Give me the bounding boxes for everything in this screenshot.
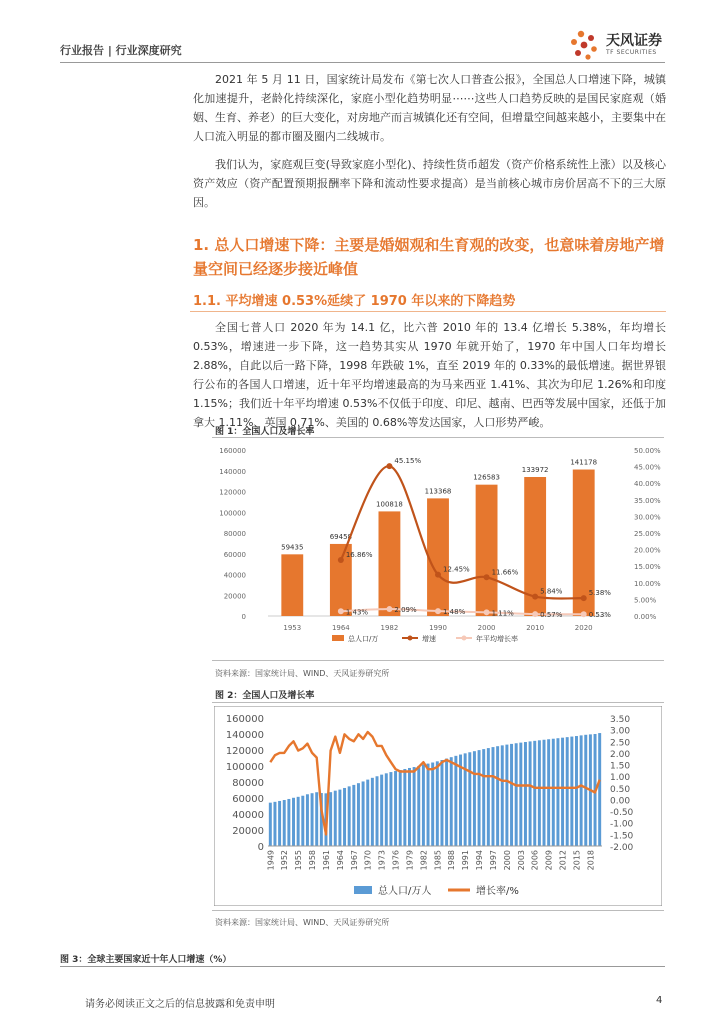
bar (450, 757, 453, 846)
bar (343, 788, 346, 846)
bar (440, 760, 443, 846)
y2-tick-label: 15.00% (634, 563, 661, 572)
bar (476, 485, 498, 616)
bar (352, 785, 355, 846)
legend-swatch-population (332, 635, 344, 641)
legend-label-population: 总人口/万 (348, 635, 379, 643)
bar (492, 747, 495, 846)
bar (552, 739, 555, 846)
avg-growth-point (532, 611, 538, 617)
growth-data-label: 45.15% (394, 457, 422, 466)
bar (394, 771, 397, 846)
bar (505, 745, 508, 846)
bar (403, 769, 406, 846)
bar (515, 743, 518, 846)
x-tick-label: 1964 (331, 624, 350, 632)
y2-tick-label: 0.00% (634, 613, 657, 621)
y-tick-label: 60000 (232, 794, 264, 805)
bar-value-label: 100818 (376, 500, 403, 509)
y2-tick-label: 35.00% (634, 496, 661, 505)
x-tick-label: 1979 (405, 850, 415, 871)
avg-growth-point (338, 608, 344, 614)
y-tick-label: 120000 (219, 488, 246, 497)
legend-label-population: 总人口/万人 (378, 886, 432, 897)
bar (273, 802, 276, 846)
bar (436, 761, 439, 846)
y2-tick-label: 2.00 (610, 749, 631, 760)
y-tick-label: 100000 (219, 509, 246, 518)
growth-data-label: 16.86% (345, 551, 373, 560)
bar (371, 778, 374, 846)
bar (281, 554, 303, 616)
x-tick-label: 1970 (363, 850, 373, 871)
bar (389, 772, 392, 846)
x-tick-label: 1997 (488, 850, 498, 871)
bar (269, 803, 272, 846)
growth-data-label: 12.45% (443, 565, 470, 574)
bar (487, 748, 490, 846)
bar (575, 736, 578, 846)
x-tick-label: 1985 (433, 850, 443, 871)
bar (482, 749, 485, 846)
y2-tick-label: 2.50 (610, 738, 631, 749)
x-tick-label: 2015 (572, 850, 582, 871)
bar (357, 783, 360, 846)
bar (399, 770, 402, 846)
bar (306, 794, 309, 846)
avg-growth-point (484, 609, 490, 615)
avg-growth-point (386, 606, 392, 612)
bar (445, 759, 448, 846)
bar (408, 768, 411, 846)
bar (556, 738, 559, 846)
x-tick-label: 2009 (544, 850, 554, 871)
x-tick-label: 1991 (461, 850, 471, 871)
bar (366, 780, 369, 846)
y2-tick-label: -2.00 (610, 843, 634, 853)
bar (427, 498, 449, 616)
intro-paragraph-1: 2021 年 5 月 11 日，国家统计局发布《第七次人口普查公报》，全国总人口增速下降，城镇化加速提升，老龄化持续深化，家庭小型化趋势明显⋯⋯这些人口趋势反映的是国民家庭观（婚姻、生育、养老）的巨大变化，对房地产而言城镇化还有空间，但增量空间越来越小，主要集中在人口流入明显的都市圈及圈内二线城市。 (193, 73, 666, 143)
y2-tick-label: -1.00 (610, 819, 634, 830)
x-tick-label: 1955 (294, 850, 304, 871)
avg-growth-data-label: 1.48% (443, 608, 466, 617)
avg-growth-data-label: 0.57% (540, 611, 563, 620)
y-tick-label: 20000 (223, 592, 246, 601)
report-category: 行业报告 | 行业深度研究 (60, 44, 182, 57)
y2-tick-label: 30.00% (634, 513, 661, 522)
x-tick-label: 2010 (526, 624, 545, 632)
footer-divider (60, 966, 665, 967)
bar (454, 756, 457, 846)
figure1-source: 资料来源：国家统计局、WIND、天风证券研究所 (215, 669, 390, 678)
x-tick-label: 1964 (335, 850, 345, 871)
y-tick-label: 0 (257, 842, 264, 853)
x-tick-label: 1990 (429, 624, 447, 632)
bar-value-label: 141178 (570, 458, 598, 467)
growth-point (484, 574, 490, 580)
bar (422, 765, 425, 846)
bar (362, 781, 365, 846)
bar-value-label: 113368 (424, 487, 452, 496)
y2-tick-label: 0.50 (610, 784, 631, 795)
growth-point (386, 463, 392, 469)
bar-value-label: 133972 (521, 466, 549, 475)
y2-tick-label: -1.50 (610, 831, 634, 842)
avg-growth-data-label: 0.53% (588, 611, 611, 620)
y2-tick-label: 1.00 (610, 773, 631, 784)
bar (315, 792, 318, 846)
bar (297, 797, 300, 846)
figure1-top-rule (212, 437, 664, 438)
bar (379, 511, 401, 616)
x-tick-label: 2012 (558, 850, 568, 871)
logo-subtext: TF SECURITIES (606, 49, 657, 56)
x-tick-label: 1973 (377, 850, 387, 871)
x-tick-label: 1994 (475, 850, 485, 871)
growth-point (532, 594, 538, 600)
bar (510, 744, 513, 846)
y-tick-label: 140000 (225, 730, 264, 741)
figure3-caption: 图 3：全球主要国家近十年人口增速（%） (60, 955, 232, 965)
logo-text: 天风证券 (606, 33, 662, 49)
bar (543, 740, 546, 846)
avg-growth-point (581, 611, 587, 617)
avg-growth-data-label: 2.09% (394, 606, 417, 615)
figure2-top-rule (212, 702, 664, 703)
bar (501, 745, 504, 846)
y-tick-label: 100000 (225, 762, 264, 773)
y2-tick-label: 5.00% (634, 596, 657, 605)
bar (580, 735, 583, 846)
y2-tick-label: 3.00 (610, 726, 631, 737)
growth-point (338, 557, 344, 563)
section-heading-1-1: 1.1. 平均增速 0.53%延续了 1970 年以来的下降趋势 (193, 294, 516, 309)
bar (376, 776, 379, 846)
bar-value-label: 59435 (281, 543, 304, 552)
bar (385, 773, 388, 846)
legend-marker-avg-growth (462, 636, 467, 641)
bar (566, 737, 569, 846)
y2-tick-label: 25.00% (634, 530, 661, 538)
x-tick-label: 1982 (380, 624, 399, 632)
figure1-bottom-rule (212, 660, 664, 661)
y-tick-label: 40000 (232, 810, 264, 821)
y-tick-label: 160000 (219, 447, 246, 455)
bar (538, 740, 541, 846)
avg-growth-data-label: 1.43% (345, 608, 369, 617)
bar (292, 798, 295, 846)
bar (464, 753, 467, 846)
legend-label-growth: 增速 (422, 635, 436, 643)
intro-paragraph-2: 我们认为，家庭观巨变(导致家庭小型化)、持续性货币超发（资产价格系统性上涨）以及核心资产效应（资产配置预期报酬率下降和流动性要求提高）是当前核心城市房价居高不下的三大原因。 (193, 158, 666, 209)
x-tick-label: 2018 (586, 850, 596, 871)
bar (413, 767, 416, 846)
bar (283, 800, 286, 846)
bar (301, 796, 304, 846)
bar (570, 737, 573, 846)
bar (561, 738, 564, 846)
page-number: 4 (656, 995, 663, 1006)
bar (529, 741, 532, 846)
figure2-source: 资料来源：国家统计局、WIND、天风证券研究所 (215, 918, 390, 927)
y-tick-label: 20000 (232, 826, 264, 837)
x-tick-label: 1967 (349, 850, 359, 871)
y2-tick-label: 0.00 (610, 796, 631, 807)
x-tick-label: 1988 (447, 850, 457, 871)
bar (417, 766, 420, 846)
bar (547, 739, 550, 846)
y-tick-label: 60000 (223, 550, 246, 559)
legend-label-avg-growth: 年平均增长率 (476, 635, 518, 643)
footer-disclaimer: 请务必阅读正文之后的信息披露和免责申明 (85, 999, 275, 1010)
legend-marker-growth (408, 636, 413, 641)
y2-tick-label: 1.50 (610, 761, 631, 772)
growth-rate-line (270, 732, 599, 834)
x-tick-label: 2020 (574, 624, 593, 632)
y-tick-label: 160000 (225, 714, 264, 725)
figure1-caption: 图 1：全国人口及增长率 (215, 427, 315, 437)
x-tick-label: 1949 (266, 850, 276, 871)
bar (427, 764, 430, 846)
growth-data-label: 5.84% (540, 587, 563, 596)
bar (329, 792, 332, 846)
bar (338, 790, 341, 846)
y-tick-label: 140000 (219, 467, 246, 476)
bar (334, 791, 337, 846)
x-tick-label: 1958 (308, 850, 318, 871)
x-tick-label: 2000 (502, 850, 512, 871)
x-tick-label: 1953 (283, 624, 302, 632)
x-tick-label: 2000 (477, 624, 496, 632)
growth-point (581, 595, 587, 601)
figure2-bottom-rule (212, 910, 664, 911)
section-paragraph: 全国七普人口 2020 年为 14.1 亿，比六普 2010 年的 13.4 亿增长 5.38%，年均增长 0.53%，增速进一步下降，这一趋势其实从 1970 年就开始了，1970 年中国人口年均增长 2.88%，自此以后一路下降，1998 年跌破 1%，直至 2019 年的 0.33%的最低增速。据世界银行公布的各国人口增速，近十年平均增速最高的为马来西亚 1.41%、其次为印尼 1.26%和印度 1.15%；我们近十年平均增速 0.53%不仅低于印度、印尼、越南、巴西等发展中国家，还低于加拿大 1.11%、英国 0.71%、美国的 0.68%等发达国家，人口形势严峻。 (193, 321, 666, 429)
growth-line (341, 466, 584, 599)
bar (478, 750, 481, 846)
bar (524, 742, 527, 846)
y2-tick-label: 10.00% (634, 579, 661, 588)
bar-value-label: 126583 (473, 473, 500, 482)
bar (533, 741, 536, 846)
growth-data-label: 11.66% (491, 568, 519, 577)
legend-label-growth-rate: 增长率/% (476, 886, 519, 897)
growth-point (435, 572, 441, 578)
bar (311, 793, 314, 846)
bar (287, 799, 290, 846)
chart-population-annual (214, 706, 662, 906)
x-tick-label: 2003 (516, 850, 526, 871)
bar (348, 786, 351, 846)
x-tick-label: 1961 (321, 850, 331, 871)
y2-tick-label: 50.00% (634, 447, 661, 455)
bar (496, 746, 499, 846)
figure2-caption: 图 2：全国人口及增长率 (215, 691, 315, 701)
bar (431, 763, 434, 846)
y-tick-label: 0 (241, 613, 246, 621)
section-heading-1: 1. 总人口增速下降：主要是婚姻观和生育观的改变，也意味着房地产增量空间已经逐步接近峰值 (193, 236, 665, 278)
x-tick-label: 2006 (530, 850, 540, 871)
y-tick-label: 40000 (223, 571, 246, 580)
bar (584, 735, 587, 846)
bar (473, 751, 476, 846)
legend-swatch-population (354, 886, 372, 894)
bar (278, 801, 281, 846)
chart-population-census (212, 440, 668, 650)
y-tick-label: 120000 (225, 746, 264, 757)
y2-tick-label: 40.00% (634, 480, 661, 489)
bar-value-label: 69458 (329, 532, 352, 541)
x-tick-label: 1982 (419, 850, 429, 871)
avg-growth-data-label: 1.11% (491, 609, 514, 618)
x-tick-label: 1976 (391, 850, 401, 871)
bar (380, 775, 383, 846)
y2-tick-label: 45.00% (634, 463, 661, 472)
bar (598, 733, 601, 846)
y2-tick-label: 20.00% (634, 546, 661, 555)
growth-data-label: 5.38% (588, 589, 611, 598)
heading-underline (190, 311, 666, 312)
x-tick-label: 1952 (280, 850, 290, 871)
y-tick-label: 80000 (223, 530, 246, 538)
y2-tick-label: -0.50 (610, 808, 634, 819)
avg-growth-point (435, 608, 441, 614)
y2-tick-label: 3.50 (610, 715, 631, 725)
bar (519, 743, 522, 846)
bar (468, 752, 471, 846)
y-tick-label: 80000 (232, 778, 264, 789)
